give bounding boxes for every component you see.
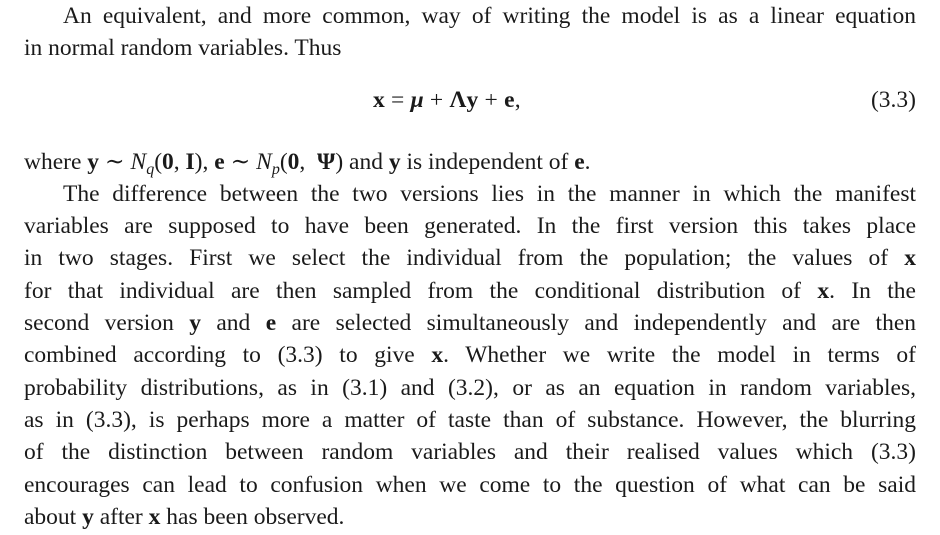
paragraph-2-line-7: probability distributions, as in (3.1) and (3.2), or as an equation in random variables, — [24, 374, 916, 401]
p2-l11-after: after — [93, 503, 149, 530]
p2-l5-and: and — [200, 310, 266, 337]
p2-l5-e: e — [265, 310, 277, 337]
p2-l11-y: y — [82, 503, 94, 530]
where-period: . — [584, 148, 591, 175]
p2-l4-x: x — [817, 277, 830, 304]
where-sub-q: q — [146, 160, 155, 178]
eq-x: x — [373, 86, 385, 113]
eq-comma: , — [514, 86, 521, 113]
paragraph-1-line-1: An equivalent, and more common, way of writing the model is as a linear equation — [63, 3, 916, 29]
p2-l4-text: for that individual are then sampled from the conditional distribution of — [24, 277, 818, 304]
paragraph-2-line-1: The difference between the two versions lies in the manner in which the manifest — [63, 180, 916, 207]
eq-e: e — [504, 86, 515, 113]
p2-l3-text: in two stages. First we select the individual from the population; the values of — [24, 245, 905, 272]
p2-l3-x: x — [904, 245, 916, 272]
eq-equals: = — [384, 86, 411, 113]
equation-body — [373, 87, 521, 114]
eq-plus-1: + — [423, 86, 450, 113]
where-zero-1: 0 — [162, 148, 174, 175]
where-e: e — [214, 148, 225, 175]
where-N-1: N — [130, 148, 147, 175]
where-close-1: ), — [194, 148, 215, 175]
where-N-2: N — [256, 148, 272, 175]
equation-3-3 — [24, 65, 916, 146]
where-sub-p: p — [271, 160, 280, 178]
eq-lambda: Λ — [449, 86, 467, 113]
text-page — [24, 0, 916, 533]
p2-l5-text: second version — [24, 310, 190, 337]
where-open-2: ( — [279, 148, 288, 175]
p2-l6-text: combined according to (3.3) to give — [24, 342, 432, 369]
p2-l6-x: x — [431, 342, 444, 369]
where-comma-2: , — [299, 148, 318, 175]
eq-y: y — [466, 86, 479, 113]
where-line — [24, 146, 916, 178]
paragraph-2-line-11 — [24, 501, 916, 533]
paragraph-2-line-10: encourages can lead to confusion when we come to the question of what can be said — [24, 471, 916, 498]
where-I: I — [185, 148, 195, 175]
where-y-2: y — [388, 148, 401, 175]
paragraph-1-line-2: in normal random variables. Thus — [24, 35, 342, 62]
where-psi: Ψ — [317, 148, 336, 175]
p2-l4-tail: . In the — [829, 277, 916, 304]
p2-l11-x: x — [148, 503, 161, 530]
where-open-1: ( — [154, 148, 163, 175]
p2-l11-tail: has been observed. — [160, 503, 345, 530]
p2-l5-tail: are selected simultaneously and independently and are then — [276, 310, 917, 337]
p2-l6-tail: . Whether we write the model in terms of — [443, 342, 917, 369]
p2-l11-about: about — [24, 503, 83, 530]
eq-plus-2: + — [478, 86, 505, 113]
where-text: where — [24, 148, 88, 175]
p2-l5-y: y — [189, 310, 201, 337]
paragraph-2-line-8: as in (3.3), is perhaps more a matter of taste than of substance. However, the blurring — [24, 406, 916, 433]
where-sim-2: ∼ — [224, 148, 257, 175]
where-e-2: e — [574, 148, 585, 175]
where-zero-2: 0 — [287, 148, 300, 175]
where-comma-1: , — [173, 148, 186, 175]
paragraph-2-line-6 — [24, 339, 916, 371]
eq-mu: μ — [410, 86, 424, 113]
paragraph-2-line-9: of the distinction between random variables and their realised values which (3.3) — [24, 439, 916, 466]
where-tail: is independent of — [400, 148, 575, 175]
paragraph-2-line-4 — [24, 275, 916, 307]
paragraph-2-line-2: variables are supposed to have been generated. In the first version this takes place — [24, 213, 916, 240]
where-sim-1: ∼ — [99, 148, 131, 175]
where-y: y — [87, 148, 100, 175]
equation-number: (3.3) — [870, 86, 916, 113]
paragraph-2-line-5 — [24, 307, 916, 339]
where-close-2: ) and — [335, 148, 389, 175]
paragraph-2-line-3 — [24, 242, 916, 274]
